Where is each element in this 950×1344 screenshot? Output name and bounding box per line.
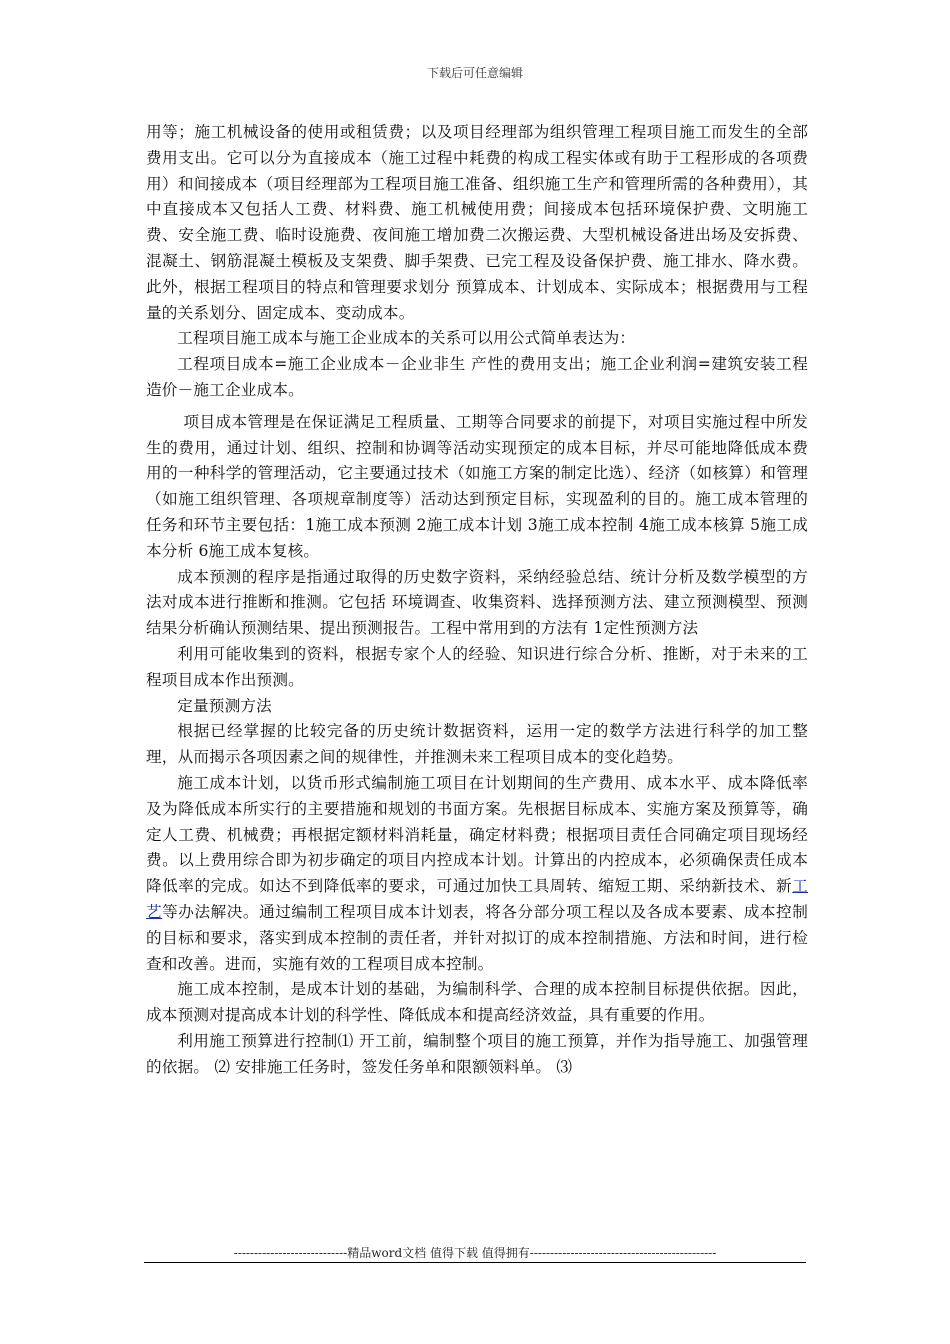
paragraph-cost-prediction: 成本预测的程序是指通过取得的历史数字资料，采纳经验总结、统计分析及数学模型的方法对成本进行推断和推测。它包括 环境调查、收集资料、选择预测方法、建立预测模型、预测结果分析确认预测结果、提出预测报告。工程中常用到的方法有 1定性预测方法 — [146, 567, 808, 638]
paragraph-budget-control: 利用施工预算进行控制⑴ 开工前，编制整个项目的施工预算，并作为指导施工、加强管理的依据。 ⑵ 安排施工任务时，签发任务单和限额领料单。 ⑶ — [146, 1031, 808, 1076]
page-header: 下载后可任意编辑 — [426, 66, 523, 80]
page-footer: ----------------------------精品word文档 值得下载 值得拥有---------------------------------------------- — [233, 1246, 717, 1260]
paragraph-quantitative-method: 根据已经掌握的比较完备的历史统计数据资料，运用一定的数学方法进行科学的加工整理，从而揭示各项因素之间的规律性，并推测未来工程项目成本的变化趋势。 — [146, 722, 808, 767]
paragraph-relation-intro: 工程项目施工成本与施工企业成本的关系可以用公式简单表达为： — [177, 329, 636, 348]
heading-quantitative-method: 定量预测方法 — [177, 696, 272, 715]
paragraph-cost-management: 项目成本管理是在保证满足工程质量、工期等合同要求的前提下，对项目实施过程中所发生的费用，通过计划、组织、控制和协调等活动实现预定的成本目标，并尽可能地降低成本费用的一种科学的管理活动，它主要通过技术（如施工方案的制定比选）、经济（如核算）和管理（如施工组织管理、各项规章制度等）活动达到预定目标，实现盈利的目的。施工成本管理的任务和环节主要包括：1施工成本预测 2施工成本计划 3施工成本控制 4施工成本核算 5施工成本分析 6施工成本复核。 — [146, 412, 808, 560]
cost-plan-text-before: 施工成本计划，以货币形式编制施工项目在计划期间的生产费用、成本水平、成本降低率及为降低成本所实行的主要措施和规划的书面方案。先根据目标成本、实施方案及预算等，确定人工费、机械费；再根据定额材料消耗量，确定材料费；根据项目责任合同确定项目现场经费。以上费用综合即为初步确定的项目内控成本计划。计算出的内控成本，必须确保责任成本降低率的完成。如达不到降低率的要求，可通过加快工具周转、缩短工期、采纳新技术、新 — [146, 773, 808, 896]
cost-plan-text-after: 等办法解决。通过编制工程项目成本计划表，将各分部分项工程以及各成本要素、成本控制的目标和要求，落实到成本控制的责任者，并针对拟订的成本控制措施、方法和时间，进行检查和改善。进而，实施有效的工程项目成本控制。 — [146, 902, 808, 973]
document-body — [146, 120, 808, 1080]
footer-divider — [144, 1262, 806, 1263]
paragraph-cost-control: 施工成本控制，是成本计划的基础，为编制科学、合理的成本控制目标提供依据。因此，成本预测对提高成本计划的科学性、降低成本和提高经济效益，具有重要的作用。 — [146, 980, 808, 1025]
paragraph-qualitative-method: 利用可能收集到的资料，根据专家个人的经验、知识进行综合分析、推断，对于未来的工程项目成本作出预测。 — [146, 644, 808, 689]
craft-link[interactable]: 工艺 — [146, 877, 808, 921]
paragraph-cost-composition: 用等；施工机械设备的使用或租赁费；以及项目经理部为组织管理工程项目施工而发生的全部费用支出。它可以分为直接成本（施工过程中耗费的构成工程实体或有助于工程形成的各项费用）和间接成本（项目经理部为工程项目施工准备、组织施工生产和管理所需的各种费用），其中直接成本又包括人工费、材料费、施工机械使用费；间接成本包括环境保护费、文明施工费、安全施工费、临时设施费、夜间施工增加费二次搬运费、大型机械设备进出场及安拆费、混凝土、钢筋混凝土模板及支架费、脚手架费、已完工程及设备保护费、施工排水、降水费。此外，根据工程项目的特点和管理要求划分 预算成本、计划成本、实际成本；根据费用与工程量的关系划分、固定成本、变动成本。 — [146, 123, 808, 322]
paragraph-cost-plan — [146, 771, 808, 977]
paragraph-formula: 工程项目成本=施工企业成本－企业非生 产性的费用支出；施工企业利润=建筑安装工程造价－施工企业成本。 — [146, 355, 808, 399]
